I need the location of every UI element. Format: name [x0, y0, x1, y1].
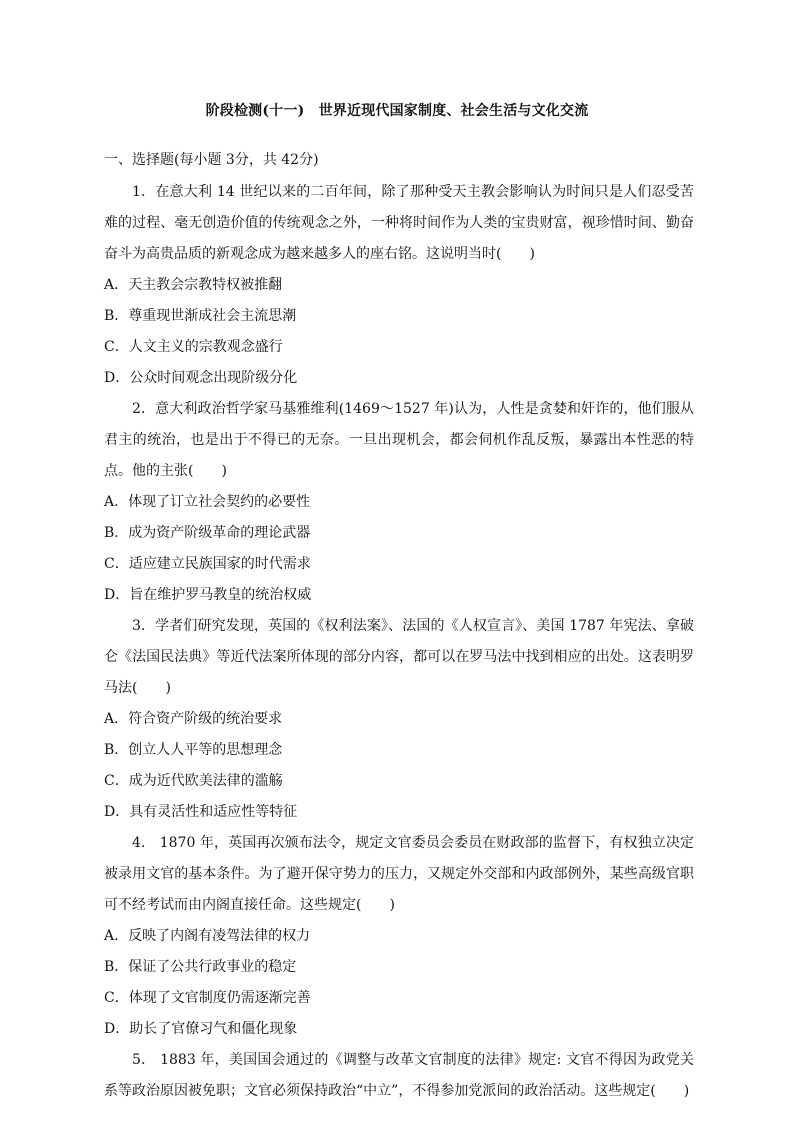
- option-d: D．助长了官僚习气和僵化现象: [104, 1021, 298, 1037]
- option-b: B．尊重现世渐成社会主流思潮: [104, 308, 297, 324]
- option-d: D．旨在维护罗马教皇的统治权威: [104, 587, 312, 603]
- option-a: A．体现了订立社会契约的必要性: [104, 494, 311, 510]
- option-b: B．创立人人平等的思想理念: [104, 742, 283, 758]
- option-a: A．反映了内阁有凌驾法律的权力: [104, 928, 311, 944]
- question-5: [104, 1045, 694, 1107]
- option-a: A．符合资产阶级的统治要求: [104, 711, 283, 727]
- question-stem: 5． 1883 年，美国国会通过的《调整与改革文官制度的法律》规定: 文官不得因为政党关系等政治原因被免职；文官必须保持政治“中立”，不得参加党派间的政治活动。这些规定( ): [104, 1052, 694, 1099]
- option-c: C．适应建立民族国家的时代需求: [104, 556, 311, 572]
- option-d: D．具有灵活性和适应性等特征: [104, 804, 298, 820]
- question-stem: 2．意大利政治哲学家马基雅维利(1469～1527 年)认为，人性是贪婪和奸诈的，他们服从君主的统治，也是出于不得已的无奈。一旦出现机会，都会伺机作乱反叛，暴露出本性恶的特点。他的主张( ): [104, 401, 694, 479]
- option-b: B．保证了公共行政事业的稳定: [104, 959, 297, 975]
- question-stem: 3．学者们研究发现，英国的《权利法案》、法国的《人权宣言》、美国 1787 年宪法、拿破仑《法国民法典》等近代法案所体现的部分内容，都可以在罗马法中找到相应的出处。这表明罗马法( ): [104, 618, 694, 696]
- question-list: [104, 177, 694, 1107]
- question-1: [104, 177, 694, 394]
- question-stem: 1．在意大利 14 世纪以来的二百年间，除了那种受天主教会影响认为时间只是人们忍受苦难的过程、毫无创造价值的传统观念之外，一种将时间作为人类的宝贵财富，视珍惜时间、勤奋奋斗为高贵品质的新观念成为越来越多人的座右铭。这说明当时( ): [104, 184, 694, 262]
- question-2: [104, 394, 694, 611]
- page-title: 阶段检测(十一) 世界近现代国家制度、社会生活与文化交流: [205, 103, 589, 119]
- option-c: C．人文主义的宗教观念盛行: [104, 339, 283, 355]
- option-c: C．体现了文官制度仍需逐渐完善: [104, 990, 311, 1006]
- section-heading: 一、选择题(每小题 3分，共 42分): [104, 152, 319, 168]
- option-a: A．天主教会宗教特权被推翻: [104, 277, 283, 293]
- question-3: [104, 611, 694, 828]
- question-stem: 4． 1870 年，英国再次颁布法令，规定文官委员会委员在财政部的监督下，有权独立决定被录用文官的基本条件。为了避开保守势力的压力，又规定外交部和内政部例外，某些高级官职可不经考试而由内阁直接任命。这些规定( ): [104, 835, 694, 913]
- question-4: [104, 828, 694, 1045]
- option-c: C．成为近代欧美法律的滥觞: [104, 773, 283, 789]
- option-d: D．公众时间观念出现阶级分化: [104, 370, 298, 386]
- option-b: B．成为资产阶级革命的理论武器: [104, 525, 311, 541]
